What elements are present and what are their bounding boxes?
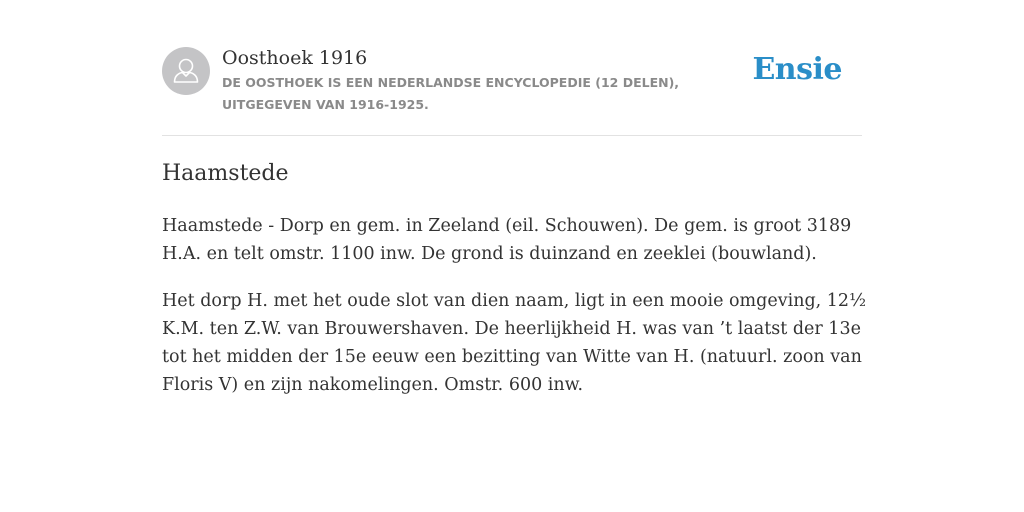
article-title: Haamstede [162,161,289,186]
article-paragraph: Haamstede - Dorp en gem. in Zeeland (eil. Schouwen). De gem. is groot 3189 H.A. en telt omstr. 1100 inw. De grond is duinzand en zeeklei (bouwland). [162,216,852,264]
article-paragraph: Het dorp H. met het oude slot van dien naam, ligt in een mooie omgeving, 12½ K.M. ten Z.W. van Brouwershaven. De heerlijkheid H. was van ’t laatst der 13e tot het midden der 15e eeuw een bezitting van Witte van H. (natuurl. zoon van Floris V) en zijn nakomelingen. Omstr. 600 inw. [162,291,867,395]
source-avatar[interactable] [162,47,210,95]
header-divider [162,135,862,136]
source-name[interactable]: Oosthoek 1916 [222,47,368,69]
user-icon [162,47,210,95]
source-header [162,45,862,135]
ensie-logo[interactable]: Ensie [752,52,842,87]
source-description: DE OOSTHOEK IS EEN NEDERLANDSE ENCYCLOPEDIE (12 DELEN), UITGEGEVEN VAN 1916-1925. [222,75,680,112]
article [162,158,872,399]
